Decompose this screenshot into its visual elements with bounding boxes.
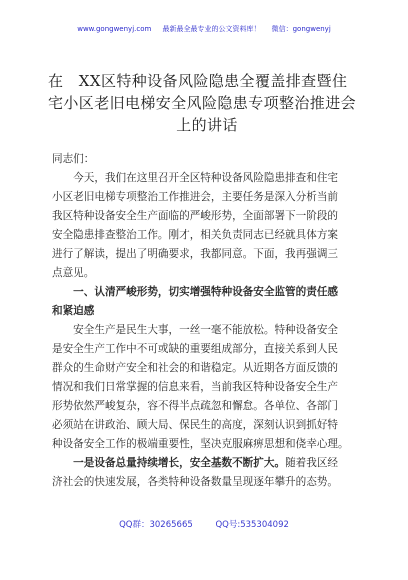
document-body <box>52 150 358 492</box>
paragraph-2-line: 必须站在讲政治、顾大局、保民生的高度，深刻认识到抓好特 <box>52 419 339 431</box>
title-line-3: 上的讲话 <box>176 116 238 134</box>
wechat-id: 微信：gongwenyj <box>271 25 331 33</box>
paragraph-1-line: 点意见。 <box>52 267 95 279</box>
paragraph-3-line: 济社会的快速发展，各类特种设备数量呈现逐年攀升的态势。 <box>52 476 339 488</box>
section-heading-1: 一、认清严峻形势，切实增强特种设备安全监管的责任感 <box>52 286 339 298</box>
paragraph-2-line: 群众的生命财产安全和社会的和谐稳定。从近期各方面反馈的 <box>52 362 339 374</box>
qq-group: QQ群：30265665 <box>119 520 193 530</box>
paragraph-2-line: 形势依然严峻复杂，容不得半点疏忽和懈怠。各单位、各部门 <box>52 400 339 412</box>
paragraph-1-line: 安全隐患排查整治工作。刚才，相关负责同志已经就具体方案 <box>52 229 339 241</box>
site-url[interactable]: www.gongwenyj.com <box>77 25 152 33</box>
paragraph-2-line: 安全生产是民生大事，一丝一毫不能放松。特种设备安全 <box>52 324 339 336</box>
title-line-2: 宅小区老旧电梯安全风险隐患专项整治推进会 <box>48 94 357 112</box>
greeting: 同志们： <box>52 153 95 165</box>
site-slogan: 最新最全最专业的公文资料库！ <box>162 25 261 33</box>
paragraph-3-line <box>52 454 358 473</box>
section-heading-1-cont: 和紧迫感 <box>52 305 95 317</box>
paragraph-1-line: 小区老旧电梯专项整治工作推进会，主要任务是深入分析当前 <box>52 191 339 203</box>
paragraph-2-line: 是安全生产工作中不可或缺的重要组成部分，直接关系到人民 <box>52 343 339 355</box>
paragraph-2-line: 种设备安全工作的极端重要性，坚决克服麻痹思想和侥幸心理。 <box>52 438 349 450</box>
paragraph-2-line: 情况和我们日常掌握的信息来看，当前我区特种设备安全生产 <box>52 381 339 393</box>
paragraph-1-line: 进行了解读，提出了明确要求，我都同意。下面，我再强调三 <box>52 248 339 260</box>
paragraph-3-lead: 一是设备总量持续增长，安全基数不断扩大。 <box>52 457 286 469</box>
page-header <box>0 24 408 34</box>
paragraph-1-line: 今天，我们在这里召开全区特种设备风险隐患排查和住宅 <box>52 172 339 184</box>
qq-number: QQ号:535304092 <box>215 520 289 530</box>
page-footer <box>0 518 408 530</box>
paragraph-3-rest: 随着我区经 <box>285 457 339 469</box>
title-line-1: 在 XX区特种设备风险隐患全覆盖排查暨住 <box>48 72 348 90</box>
document-title <box>48 70 366 136</box>
paragraph-1-line: 我区特种设备安全生产面临的严峻形势，全面部署下一阶段的 <box>52 210 339 222</box>
